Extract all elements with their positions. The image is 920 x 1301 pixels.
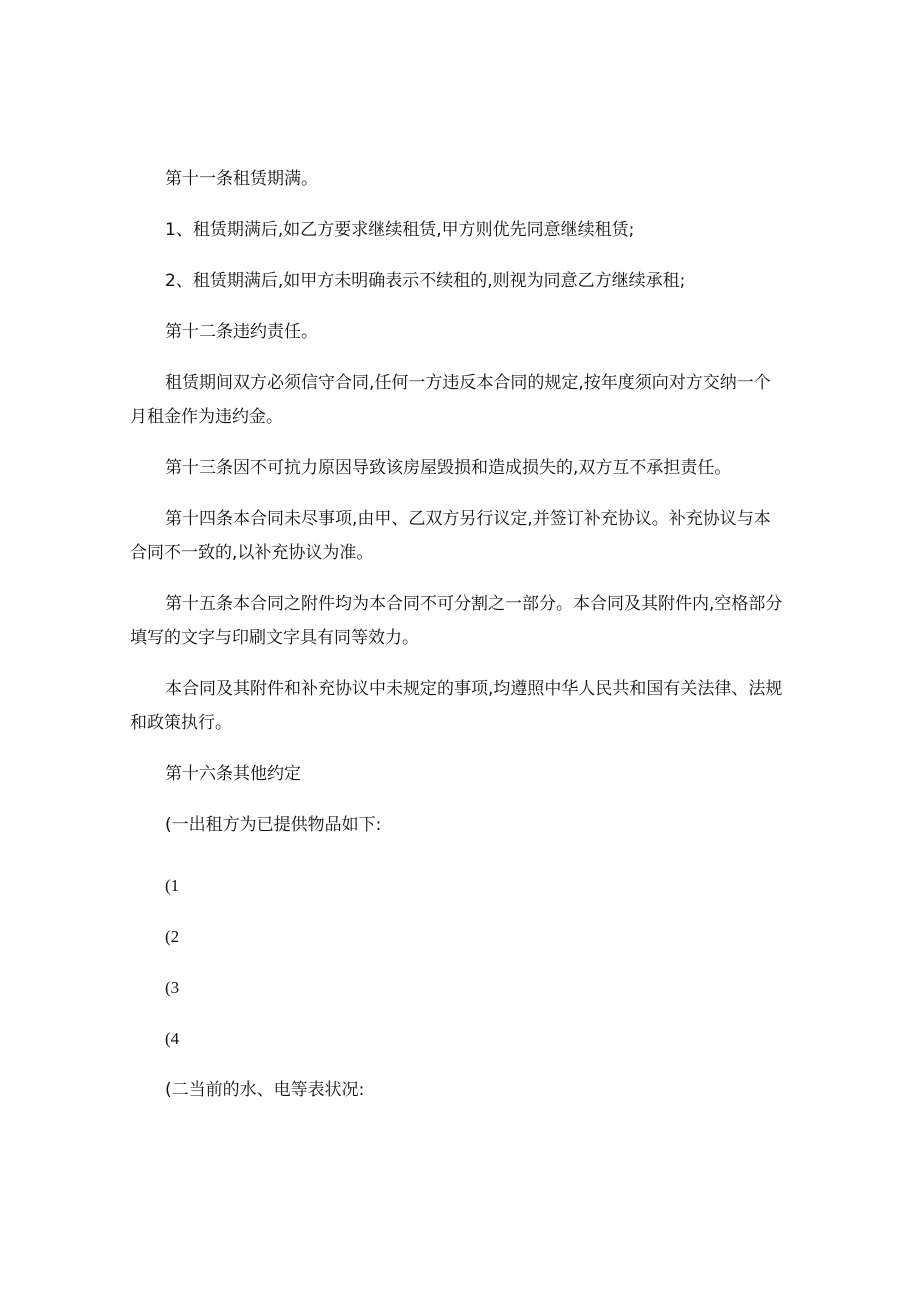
article-12-body: 租赁期间双方必须信守合同,任何一方违反本合同的规定,按年度须向对方交纳一个月租金作为违约金。 bbox=[130, 373, 771, 427]
article-16-heading: 第十六条其他约定 bbox=[165, 764, 301, 784]
article-12-heading: 第十二条违约责任。 bbox=[165, 322, 318, 342]
provided-item-3: (3 bbox=[165, 978, 180, 997]
article-11-item-1: 1、租赁期满后,如乙方要求继续租赁,甲方则优先同意继续租赁; bbox=[165, 220, 635, 240]
article-13: 第十三条因不可抗力原因导致该房屋毁损和造成损失的,双方互不承担责任。 bbox=[165, 458, 732, 478]
article-14: 第十四条本合同未尽事项,由甲、乙双方另行议定,并签订补充协议。补充协议与本合同不一致的,以补充协议为准。 bbox=[130, 509, 771, 563]
provided-item-4: (4 bbox=[165, 1029, 180, 1048]
meter-status-heading: (二当前的水、电等表状况: bbox=[165, 1080, 365, 1100]
article-15: 第十五条本合同之附件均为本合同不可分割之一部分。本合同及其附件内,空格部分填写的文字与印刷文字具有同等效力。 bbox=[130, 594, 783, 648]
article-11-item-2: 2、租赁期满后,如甲方未明确表示不续租的,则视为同意乙方继续承租; bbox=[165, 271, 686, 291]
supplementary-clause: 本合同及其附件和补充协议中未规定的事项,均遵照中华人民共和国有关法律、法规和政策执行。 bbox=[130, 679, 783, 733]
provided-item-2: (2 bbox=[165, 927, 180, 946]
provided-item-1: (1 bbox=[165, 876, 180, 895]
provided-items-heading: (一出租方为已提供物品如下: bbox=[165, 815, 382, 835]
article-11-heading: 第十一条租赁期满。 bbox=[165, 169, 318, 189]
